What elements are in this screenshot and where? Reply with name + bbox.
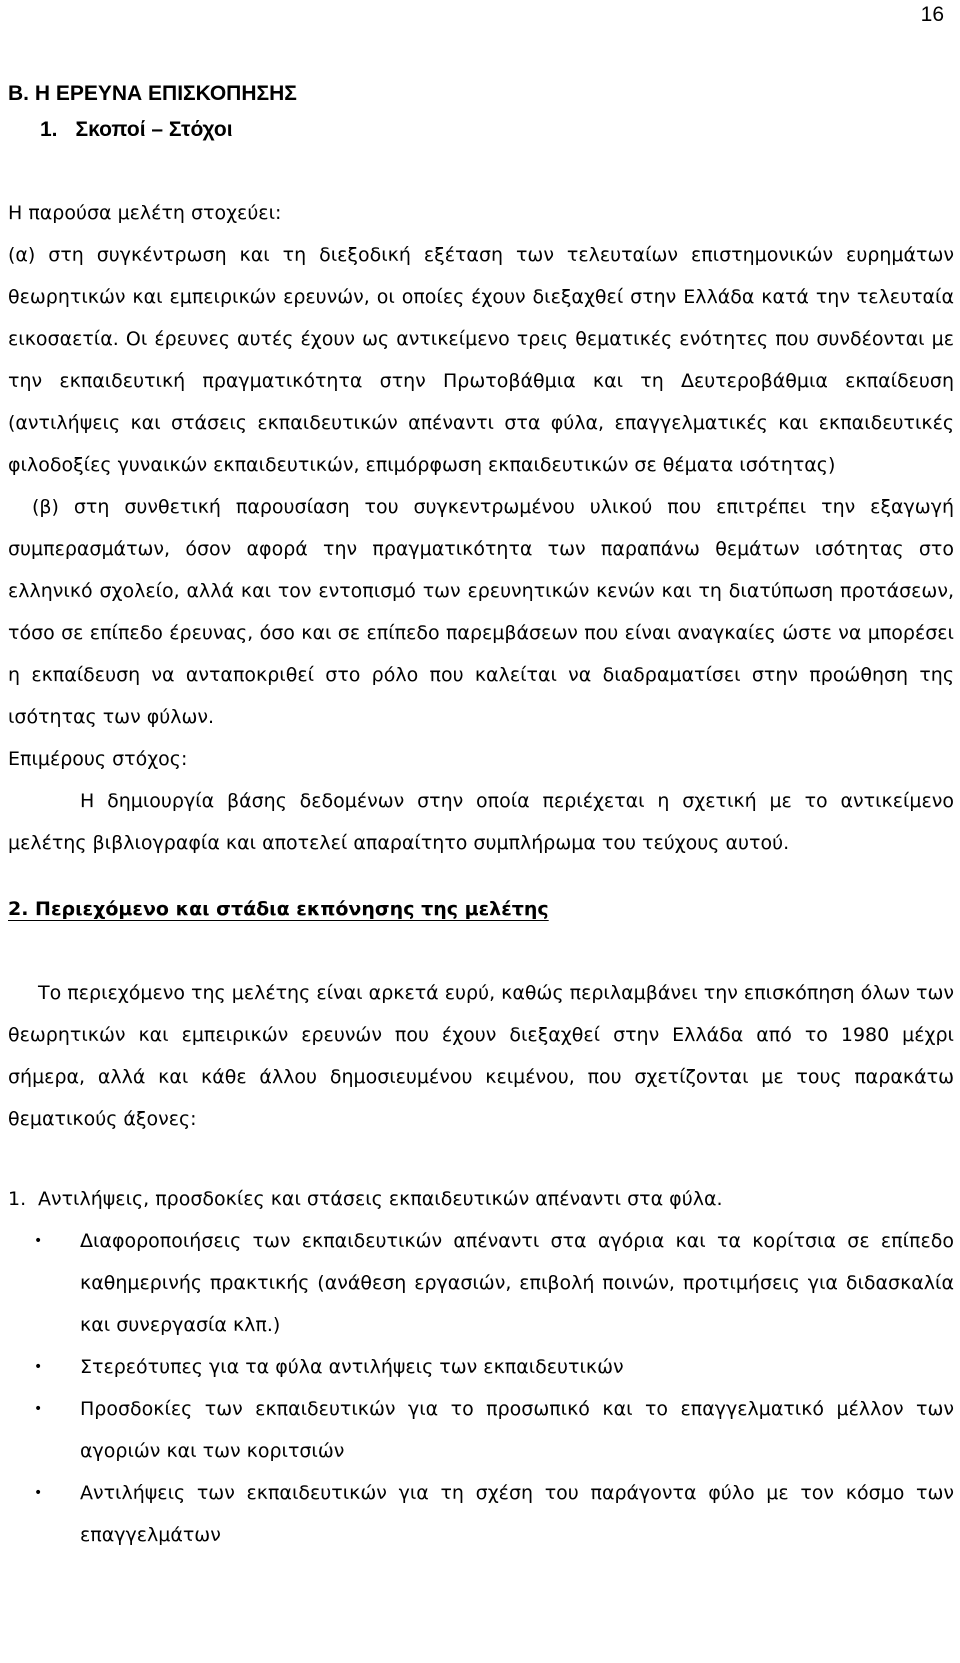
bullet-icon: • <box>34 1233 43 1249</box>
list-item <box>8 1346 954 1388</box>
specific-goal-label: Επιμέρους στόχος: <box>8 748 188 770</box>
section-2-heading: 2. Περιεχόμενο και στάδια εκπόνησης της μελέτης <box>8 898 549 920</box>
list-item <box>8 1388 954 1472</box>
bullet-text: Αντιλήψεις των εκπαιδευτικών για τη σχέση του παράγοντα φύλο με τον κόσμο των επαγγελμάτων <box>80 1482 954 1546</box>
section-heading-b: B. Η ΕΡΕΥΝΑ ΕΠΙΣΚΟΠΗΣΗΣ <box>8 82 297 105</box>
subsection-title: Σκοποί – Στόχοι <box>75 118 233 141</box>
numbered-item-1 <box>8 1178 954 1220</box>
document-body <box>8 76 954 1556</box>
bullet-text: Στερεότυπες για τα φύλα αντιλήψεις των εκπαιδευτικών <box>80 1356 624 1378</box>
subsection-number: 1. <box>40 118 58 141</box>
bullet-icon: • <box>34 1359 43 1375</box>
section-2-paragraph: Το περιεχόμενο της μελέτης είναι αρκετά ευρύ, καθώς περιλαμβάνει την επισκόπηση όλων των θεωρητικών και εμπειρικών ερευνών που έχουν διεξαχθεί στην Ελλάδα από το 1980 μέχρι σήμερα, αλλά και κάθε άλλου δημοσιευμένου κειμένου, που σχετίζονται με τους παρακάτω θεματικούς άξονες: <box>8 982 954 1130</box>
specific-goal-text: Η δημιουργία βάσης δεδομένων στην οποία περιέχεται η σχετική με το αντικείμενο μελέτης βιβλιογραφία και αποτελεί απαραίτητο συμπλήρωμα του τεύχους αυτού. <box>8 790 954 854</box>
goal-a-paragraph: (α) στη συγκέντρωση και τη διεξοδική εξέταση των τελευταίων επιστημονικών ευρημάτων θεωρητικών και εμπειρικών ερευνών, οι οποίες έχουν διεξαχθεί στην Ελλάδα κατά την τελευταία εικοσαετία. Οι έρευνες αυτές έχουν ως αντικείμενο τρεις θεματικές ενότητες που συνδέονται με την εκπαιδευτική πραγματικότητα στην Πρωτοβάθμια και τη Δευτεροβάθμια εκπαίδευση (αντιλήψεις και στάσεις εκπαιδευτικών απέναντι στα φύλα, επαγγελματικές και εκπαιδευτικές φιλοδοξίες γυναικών εκπαιδευτικών, επιμόρφωση εκπαιδευτικών σε θέματα ισότητας) <box>8 244 954 476</box>
bullet-text: Προσδοκίες των εκπαιδευτικών για το προσωπικό και το επαγγελματικό μέλλον των αγοριών και των κοριτσιών <box>80 1398 954 1462</box>
numbered-item-number: 1. <box>8 1188 27 1210</box>
goal-b-paragraph: (β) στη συνθετική παρουσίαση του συγκεντρωμένου υλικού που επιτρέπει την εξαγωγή συμπερασμάτων, όσον αφορά την πραγματικότητα των παραπάνω θεμάτων ισότητας στο ελληνικό σχολείο, αλλά και τον εντοπισμό των ερευνητικών κενών και τη διατύπωση προτάσεων, τόσο σε επίπεδο έρευνας, όσο και σε επίπεδο παρεμβάσεων που είναι αναγκαίες ώστε να μπορέσει η εκπαίδευση να ανταποκριθεί στο ρόλο που καλείται να διαδραματίσει στην προώθηση της ισότητας των φύλων. <box>8 496 954 728</box>
bullet-icon: • <box>34 1401 43 1417</box>
page-number: 16 <box>920 3 944 26</box>
bullet-list <box>8 1220 954 1556</box>
list-item <box>8 1220 954 1346</box>
subsection-heading-1 <box>8 112 954 148</box>
intro-text: Η παρούσα μελέτη στοχεύει: <box>8 202 282 224</box>
bullet-icon: • <box>34 1485 43 1501</box>
bullet-text: Διαφοροποιήσεις των εκπαιδευτικών απέναντι στα αγόρια και τα κορίτσια σε επίπεδο καθημερινής πρακτικής (ανάθεση εργασιών, επιβολή ποινών, προτιμήσεις για διδασκαλία και συνεργασία κλπ.) <box>80 1230 954 1336</box>
list-item <box>8 1472 954 1556</box>
numbered-item-text: Αντιλήψεις, προσδοκίες και στάσεις εκπαιδευτικών απέναντι στα φύλα. <box>38 1188 723 1210</box>
